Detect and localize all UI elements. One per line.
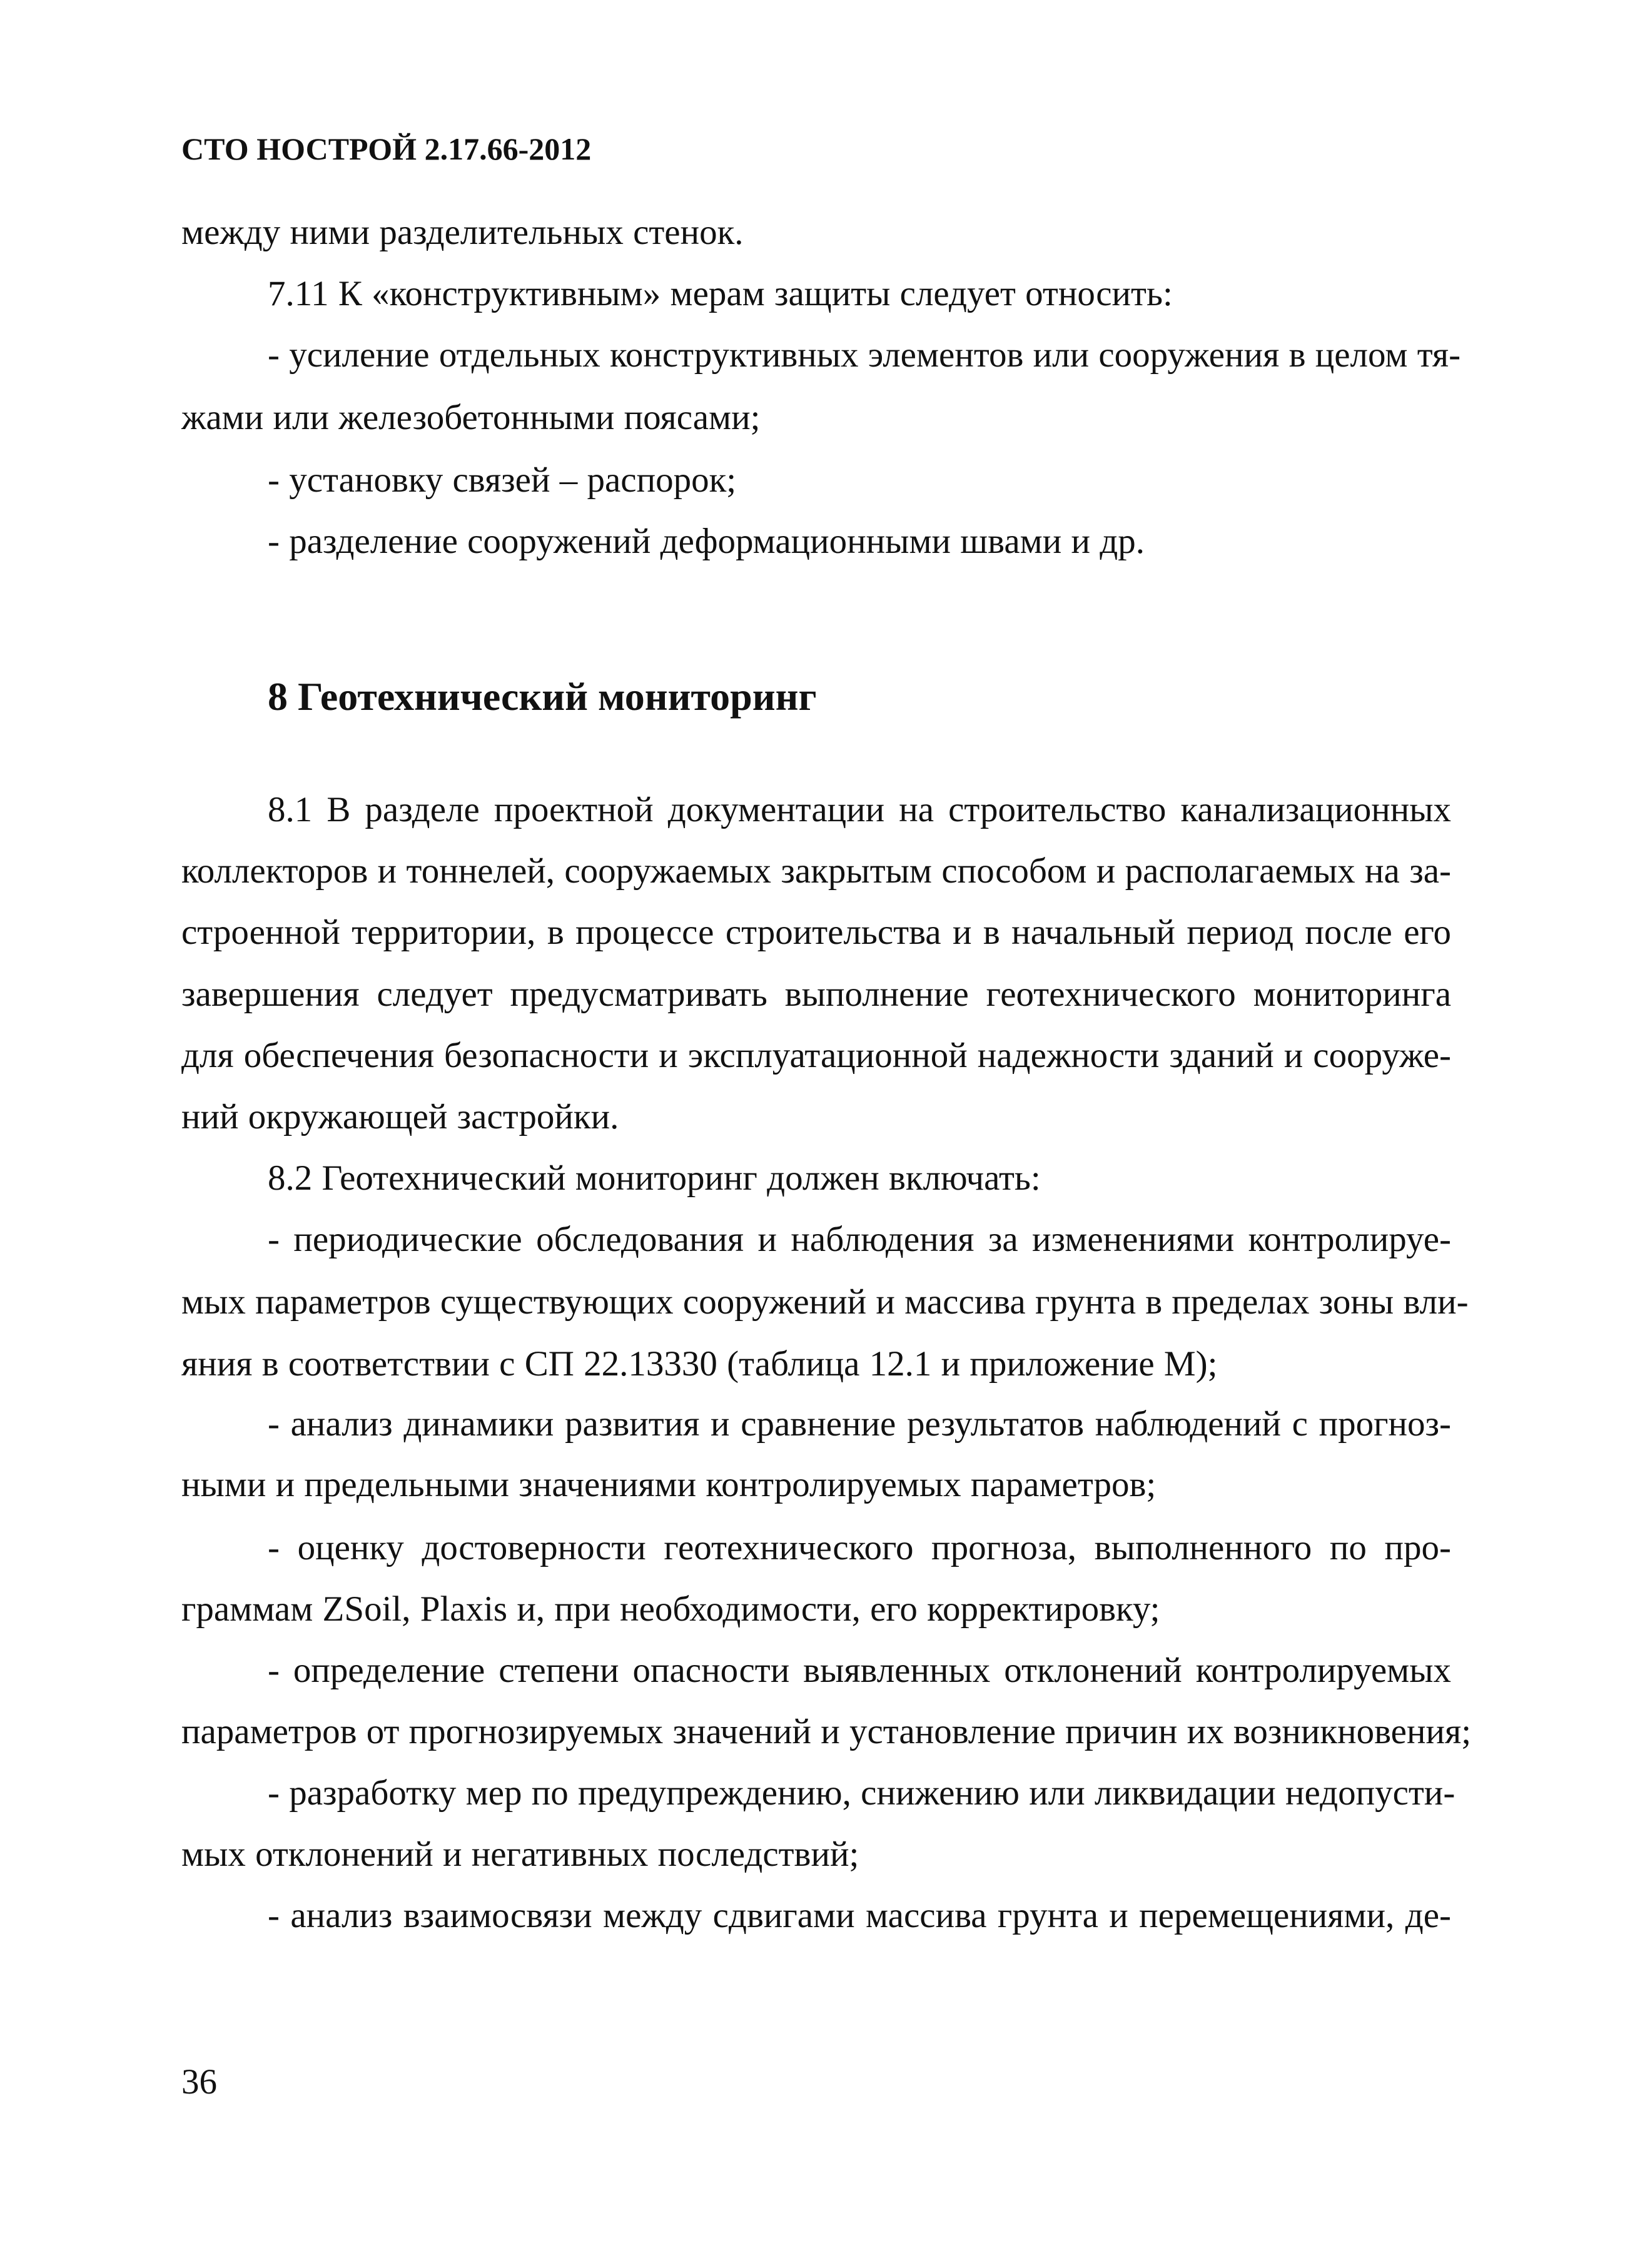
- list-item-line: мых отклонений и негативных последствий;: [181, 1835, 859, 1874]
- document-code-header: СТО НОСТРОЙ 2.17.66-2012: [181, 131, 592, 166]
- clause-8-1-line: коллекторов и тоннелей, сооружаемых закрытым способом и располагаемых на за-: [181, 851, 1451, 891]
- list-item-line: - усиление отдельных конструктивных элементов или сооружения в целом тя-: [268, 335, 1461, 375]
- list-item-line: - оценку достоверности геотехнического прогноза, выполненного по про-: [268, 1528, 1451, 1567]
- clause-8-1-line: 8.1 В разделе проектной документации на строительство канализационных: [268, 790, 1451, 829]
- list-item-line: - периодические обследования и наблюдения за изменениями контролируе-: [268, 1220, 1451, 1259]
- list-item-line: мых параметров существующих сооружений и массива грунта в пределах зоны вли-: [181, 1282, 1469, 1322]
- list-item-line: - определение степени опасности выявленных отклонений контролируемых: [268, 1651, 1451, 1690]
- list-item-line: - анализ динамики развития и сравнение результатов наблюдений с прогноз-: [268, 1404, 1451, 1444]
- clause-8-1-line: строенной территории, в процессе строительства и в начальный период после его: [181, 913, 1451, 952]
- list-item-line: - анализ взаимосвязи между сдвигами массива грунта и перемещениями, де-: [268, 1896, 1451, 1935]
- clause-8-1-line: ний окружающей застройки.: [181, 1097, 619, 1137]
- list-item-line: яния в соответствии с СП 22.13330 (таблица 12.1 и приложение М);: [181, 1344, 1218, 1384]
- clause-7-11: 7.11 К «конструктивным» мерам защиты следует относить:: [268, 274, 1173, 313]
- clause-8-2: 8.2 Геотехнический мониторинг должен включать:: [268, 1158, 1041, 1198]
- section-heading: 8 Геотехнический мониторинг: [268, 674, 817, 719]
- page-number: 36: [181, 2062, 217, 2102]
- list-item-line: - разработку мер по предупреждению, снижению или ликвидации недопусти-: [268, 1773, 1455, 1813]
- clause-8-1-line: завершения следует предусматривать выполнение геотехнического мониторинга: [181, 975, 1451, 1014]
- list-item-line: граммам ZSoil, Plaxis и, при необходимости, его корректировку;: [181, 1589, 1160, 1629]
- list-item: - установку связей – распорок;: [268, 460, 737, 500]
- list-item: - разделение сооружений деформационными швами и др.: [268, 522, 1145, 561]
- text-line: между ними разделительных стенок.: [181, 213, 744, 252]
- list-item-line: жами или железобетонными поясами;: [181, 398, 761, 437]
- clause-8-1-line: для обеспечения безопасности и эксплуатационной надежности зданий и сооруже-: [181, 1036, 1451, 1075]
- list-item-line: параметров от прогнозируемых значений и установление причин их возникновения;: [181, 1712, 1472, 1751]
- list-item-line: ными и предельными значениями контролируемых параметров;: [181, 1465, 1157, 1504]
